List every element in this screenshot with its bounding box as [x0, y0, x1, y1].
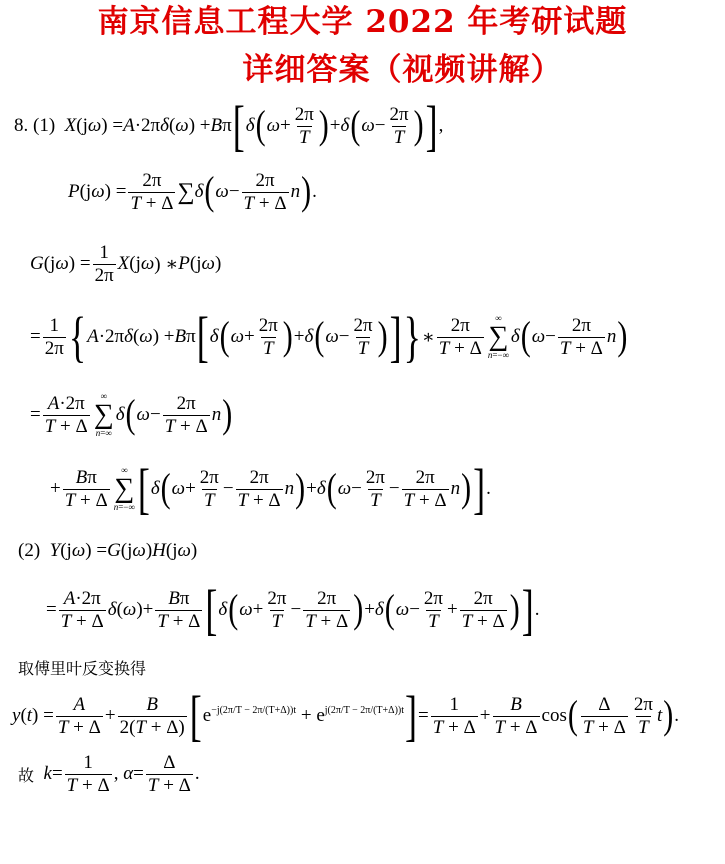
conclusion-line: 故 k = $\frac{1}{T + \Delta}$ , α = $\frac{\Delta}{T + \Delta}$ . — [18, 752, 200, 796]
page-title-line-2: 详细答案（视频讲解） — [242, 52, 563, 88]
equation-y-spectrum: (2) Y (j ω ) = G (j ω ) H (j ω ) — [18, 540, 198, 561]
equation-g-term-b: + $\frac{B\pi}{T + \Delta}$ ∞ ∑ n=−∞ [ δ ( ω + $\frac{2\pi}{T}$ − $\frac{2\pi}{T + \Delta}$ n ) + δ ( ω − $\frac{2\pi}{T}$ − $\frac{2\pi}{T + \Delta}$ n ) ] . — [50, 458, 491, 520]
equation-g-term-a: = $\frac{A\cdot 2\pi}{T + \Delta}$ ∞ ∑ n=∞ δ ( ω − $\frac{2\pi}{T + \Delta}$ n ) — [30, 391, 233, 438]
conclusion-word: 故 — [18, 765, 35, 785]
page-title-line-1: 南京信息工程大学 2022 年考研试题 — [97, 4, 628, 40]
inverse-transform-text: 取傅里叶反变换得 — [18, 659, 147, 678]
equation-p-spectrum: P (j ω ) = $\frac{2\pi}{T + \Delta}$ ∑ δ ( ω − $\frac{2\pi}{T + \Delta}$ n ) . — [68, 169, 317, 214]
equation-g-expanded: = $\frac{1}{2\pi}$ { A ·2π δ ( ω ) + B π [ δ ( ω + $\frac{2\pi}{T}$ ) + δ ( ω − $\frac{2\pi}{T}$ ) ] } ∗ $\frac{2\pi}{T + \Delta}$ ∞ ∑ n=−∞ δ ( ω − $\frac{2\pi}{T + \Delta}$ n ) — [30, 306, 628, 368]
part-2-label: (2) — [18, 540, 41, 561]
equation-y-expanded: = $\frac{A\cdot 2\pi}{T + \Delta}$ δ ( ω )+ $\frac{B\pi}{T + \Delta}$ [ δ ( ω + $\frac{2\pi}{T}$ − $\frac{2\pi}{T + \Delta}$ ) + δ ( ω − $\frac{2\pi}{T}$ + $\frac{2\pi}{T + \Delta}$ ) ] . — [46, 579, 540, 642]
equation-g-definition: G (j ω ) = $\frac{1}{2\pi}$ X (j ω ) ∗ P (j ω ) — [30, 242, 222, 286]
equation-x-spectrum: 8. (1) X (j ω ) = A ·2π δ ( ω ) + B π [ δ ( ω + $\frac{2\pi}{T}$ ) + δ ( ω − $\frac{2\pi}{T}$ ) ] , — [14, 95, 444, 158]
equation-y-time: y ( t ) = $\frac{A}{T + \Delta}$ + $\frac{B}{2(T + \Delta)}$ [ e $^{-j(2\pi/T - 2\pi/(T+\Delta))t}$ + e $^{j(2\pi/T - 2\pi/(T+\Delta))t}$ ] = $\frac{1}{T + \Delta}$ + $\frac{B}{T + \Delta}$ cos ( $\frac{\Delta}{T + \Delta}$ $\frac{2\pi}{T}$ t ) . — [12, 685, 679, 748]
part-1-label: 8. (1) — [14, 115, 56, 137]
